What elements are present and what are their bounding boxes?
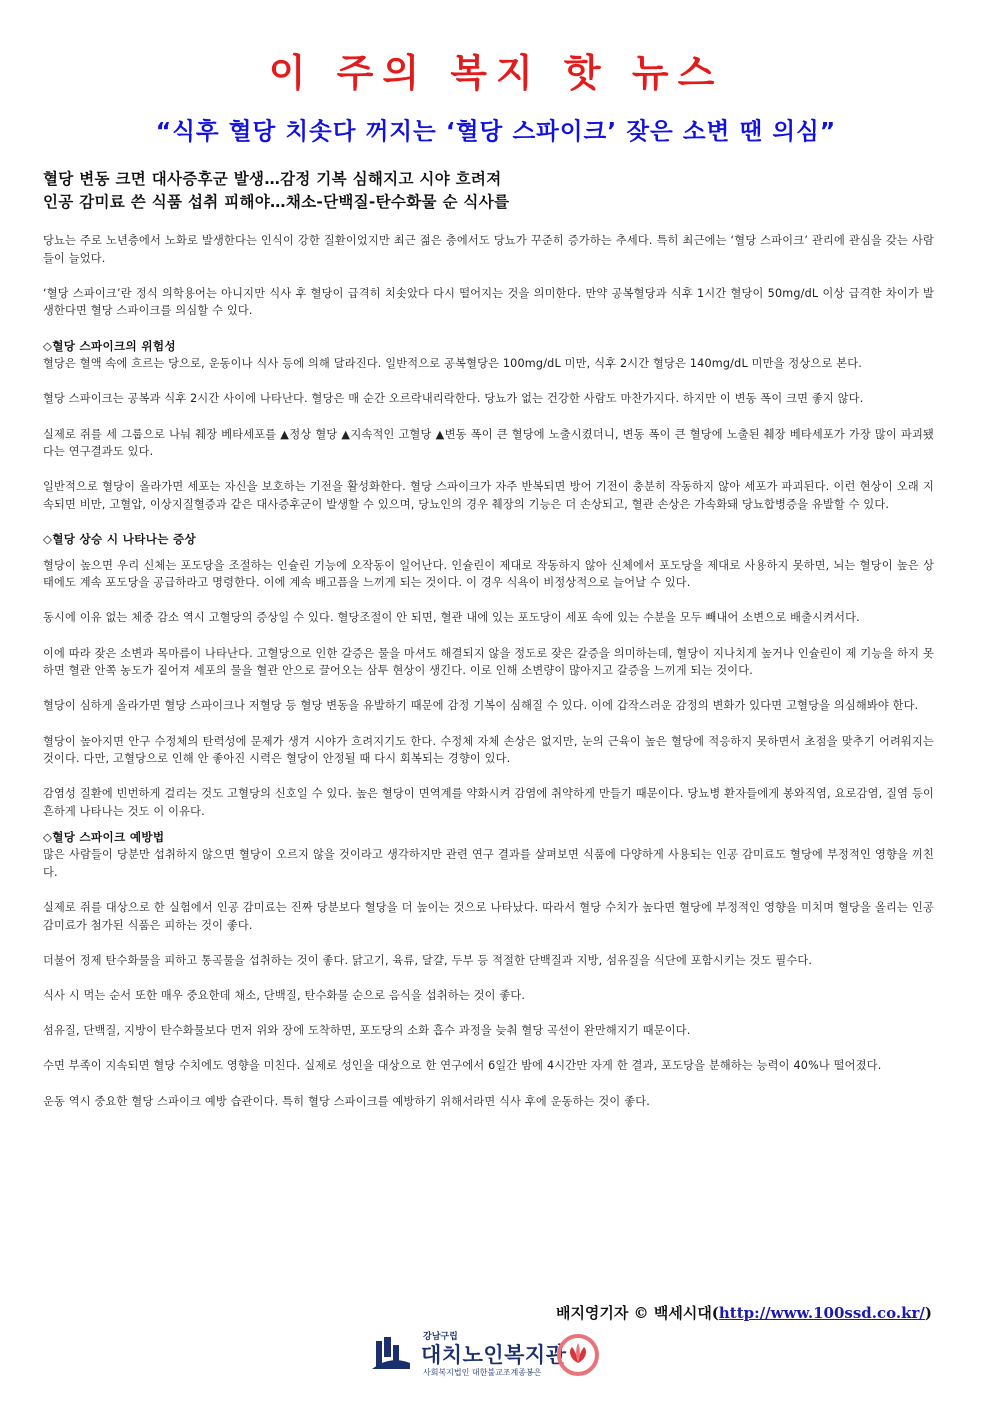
source-link[interactable]: http://www.100ssd.co.kr/ bbox=[718, 1304, 925, 1322]
organization-logo bbox=[370, 1327, 610, 1381]
headline: “식후 혈당 치솟다 꺼지는 ‘혈당 스파이크’ 잦은 소변 땐 의심” bbox=[155, 117, 837, 145]
logo-small-text: 강남구립 bbox=[423, 1332, 458, 1342]
paragraph: 당뇨는 주로 노년층에서 노화로 발생한다는 인식이 강한 질환이었지만 최근 젊은 층에서도 당뇨가 꾸준히 증가하는 추세다. 특히 최근에는 ‘혈당 스파이크’ 관리에 관심을 갖는 사람들이 늘었다. bbox=[43, 234, 934, 265]
paragraph: 수면 부족이 지속되면 혈당 수치에도 영향을 미친다. 실제로 성인을 대상으로 한 연구에서 6일간 밤에 4시간만 자게 한 결과, 포도당을 분해하는 능력이 40%나 떨어졌다. bbox=[43, 1059, 882, 1073]
paragraph: 섬유질, 단백질, 지방이 탄수화물보다 먼저 위와 장에 도착하면, 포도당의 소화 흡수 과정을 늦춰 혈당 곡선이 완만해지기 때문이다. bbox=[43, 1024, 691, 1038]
paragraph: 식사 시 먹는 순서 또한 매우 중요한데 채소, 단백질, 탄수화물 순으로 음식을 섭취하는 것이 좋다. bbox=[43, 988, 526, 1002]
paragraph: 일반적으로 혈당이 올라가면 세포는 자신을 보호하는 기전을 활성화한다. 혈당 스파이크가 자주 반복되면 방어 기전이 충분히 작동하지 않아 세포가 파괴된다. 이런 현상이 오래 지속되면 비만, 고혈압, 이상지질혈증과 같은 대사증후군이 발생할 수 있으며, 당뇨인의 경우 췌장의 기능은 더 손상되고, 혈관 손상은 가속화돼 당뇨합병증을 유발할 수 있다. bbox=[43, 480, 934, 511]
paragraph: 혈당이 높아지면 안구 수정체의 탄력성에 문제가 생겨 시야가 흐려지기도 한다. 수정체 자체 손상은 없지만, 눈의 근육이 높은 혈당에 적응하지 못하면서 초점을 맞추기 어려워지는 것이다. 다만, 고혈당으로 인해 안 좋아진 시력은 혈당이 안정될 때 다시 회복되는 경향이 있다. bbox=[43, 734, 934, 766]
paragraph: 실제로 쥐를 세 그룹으로 나눠 췌장 베타세포를 ▲정상 혈당 ▲지속적인 고혈당 ▲변동 폭이 큰 혈당에 노출시켰더니, 변동 폭이 큰 혈당에 노출된 췌장 베타세포가 가장 많이 파괴됐다는 연구결과도 있다. bbox=[43, 427, 934, 459]
section-heading: ◇혈당 상승 시 나타나는 증상 bbox=[43, 532, 197, 547]
article-body bbox=[43, 232, 934, 1128]
paragraph: 이에 따라 잦은 소변과 목마름이 나타난다. 고혈당으로 인한 갈증은 물을 마셔도 해결되지 않을 정도로 잦은 갈증을 의미하는데, 혈당이 지나치게 높거나 인슐린이 제 기능을 하지 못하면 혈관 안쪽 농도가 짙어져 세포의 물을 혈관 안으로 끌어오는 삼투 현상이 생긴다. 이로 인해 소변량이 많아지고 갈증을 느끼게 되는 것이다. bbox=[43, 646, 934, 678]
paragraph: 감염성 질환에 빈번하게 걸리는 것도 고혈당의 신호일 수 있다. 높은 혈당이 면역계를 약화시켜 감염에 취약하게 만들기 때문이다. 당뇨병 환자들에게 봉와직염, 요로감염, 질염 등이 흔하게 나타나는 것도 이 이유다. bbox=[43, 787, 934, 818]
byline bbox=[556, 1302, 932, 1323]
paragraph: 실제로 쥐를 대상으로 한 실험에서 인공 감미료는 진짜 당분보다 혈당을 더 높이는 것으로 나타났다. 따라서 혈당 수치가 높다면 혈당에 부정적인 영향을 미치며 혈당을 올리는 인공 감미료가 첨가된 식품은 피하는 것이 좋다. bbox=[43, 900, 934, 932]
section-heading: ◇혈당 스파이크의 위험성 bbox=[43, 338, 176, 353]
logo-mark-icon bbox=[370, 1333, 414, 1377]
paragraph: ‘혈당 스파이크’란 정식 의학용어는 아니지만 식사 후 혈당이 급격히 치솟았다 다시 떨어지는 것을 의미한다. 만약 공복혈당과 식후 1시간 혈당이 50mg/dL 이상 급격한 차이가 발생한다면 혈당 스파이크를 의심할 수 있다. bbox=[43, 286, 934, 318]
summary bbox=[43, 168, 933, 214]
paragraph: 동시에 이유 없는 체중 감소 역시 고혈당의 증상일 수 있다. 혈당조절이 안 되면, 혈관 내에 있는 포도당이 세포 속에 있는 수분을 모두 빼내어 소변으로 배출시켜서다. bbox=[43, 611, 860, 625]
paragraph: 더불어 정제 탄수화물을 피하고 통곡물을 섭취하는 것이 좋다. 닭고기, 육류, 달걀, 두부 등 적절한 단백질과 지방, 섬유질을 식단에 포함시키는 것도 필수다. bbox=[43, 953, 813, 967]
byline-close: ) bbox=[924, 1304, 932, 1322]
page-title: 이 주의 복지 핫 뉴스 bbox=[268, 51, 724, 95]
paragraph: 혈당은 혈액 속에 흐르는 당으로, 운동이나 식사 등에 의해 달라진다. 일반적으로 공복혈당은 100mg/dL 미만, 식후 2시간 혈당은 140mg/dL 미만을 정상으로 본다. bbox=[43, 357, 862, 371]
paragraph: 혈당 스파이크는 공복과 식후 2시간 사이에 나타난다. 혈당은 매 순간 오르락내리락한다. 당뇨가 없는 건강한 사람도 마찬가지다. 하지만 이 변동 폭이 크면 좋지 않다. bbox=[43, 392, 864, 406]
summary-line: 혈당 변동 크면 대사증후군 발생…감정 기복 심해지고 시야 흐려져 bbox=[43, 170, 502, 188]
paragraph: 혈당이 심하게 올라가면 혈당 스파이크나 저혈당 등 혈당 변동을 유발하기 때문에 감정 기복이 심해질 수 있다. 이에 갑작스러운 감정의 변화가 있다면 고혈당을 의심해봐야 한다. bbox=[43, 699, 919, 713]
summary-line: 인공 감미료 쓴 식품 섭취 피해야…채소-단백질-탄수화물 순 식사를 bbox=[43, 193, 510, 211]
paragraph: 혈당이 높으면 우리 신체는 포도당을 조절하는 인슐린 기능에 오작동이 일어난다. 인슐린이 제대로 작동하지 않아 신체에서 포도당을 제대로 사용하지 못하면, 뇌는 혈당이 높은 상태에도 계속 포도당을 공급하라고 명령한다. 이에 계속 배고픔을 느끼게 되는 것이다. 이 경우 식욕이 비정상적으로 늘어날 수 있다. bbox=[43, 558, 934, 590]
paragraph: 운동 역시 중요한 혈당 스파이크 예방 습관이다. 특히 혈당 스파이크를 예방하기 위해서라면 식사 후에 운동하는 것이 좋다. bbox=[43, 1094, 650, 1108]
logo-subtext: 사회복지법인 대한불교조계종봉은 bbox=[423, 1368, 542, 1377]
logo-name: 대치노인복지관 bbox=[421, 1343, 567, 1367]
byline-author: 배지영기자 © 백세시대( bbox=[555, 1304, 719, 1322]
paragraph: 많은 사람들이 당분만 섭취하지 않으면 혈당이 오르지 않을 것이라고 생각하지만 관련 연구 결과를 살펴보면 식품에 다양하게 사용되는 인공 감미료도 혈당에 부정적인 영향을 끼친다. bbox=[43, 848, 934, 879]
lotus-badge-icon bbox=[556, 1333, 600, 1377]
section-heading: ◇혈당 스파이크 예방법 bbox=[43, 829, 165, 844]
